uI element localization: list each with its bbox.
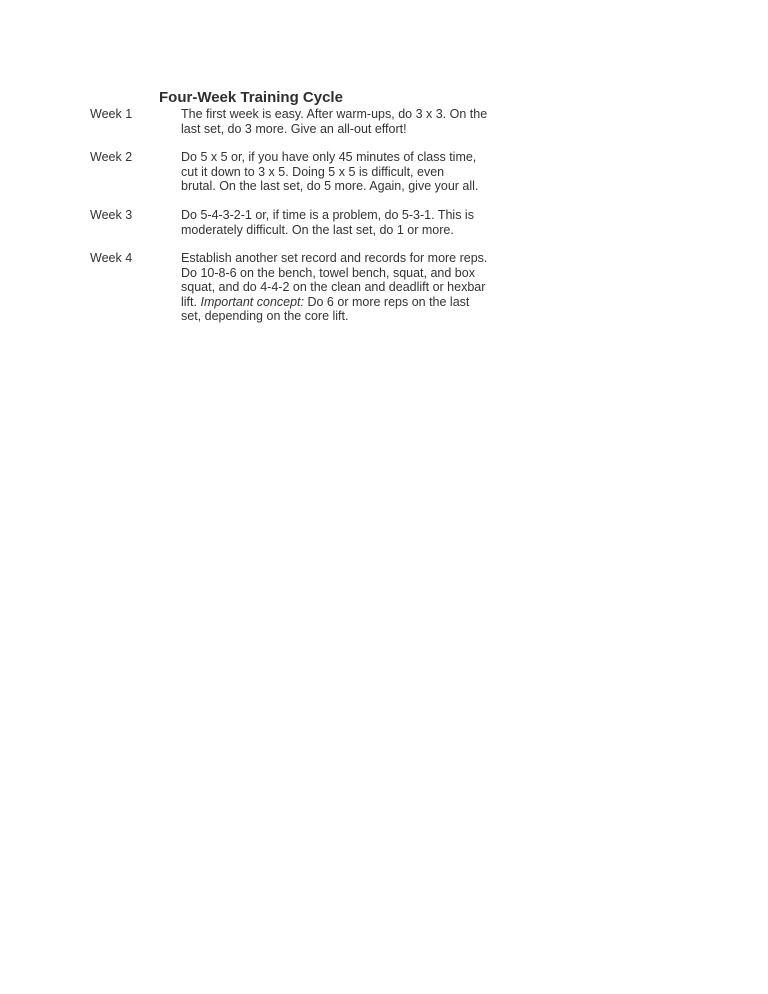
- week-2-label: Week 2: [90, 150, 133, 164]
- week-1-description: [181, 107, 511, 136]
- week-3-line-2: moderately difficult. On the last set, do 1 or more.: [181, 222, 454, 237]
- week-4-line-4-suffix: Do 6 or more reps on the last: [307, 294, 470, 309]
- week-4-line-5: set, depending on the core lift.: [181, 309, 349, 324]
- week-4-description: [181, 251, 511, 324]
- week-4-line-1: Establish another set record and records for more reps.: [181, 251, 488, 265]
- week-4-line-4-prefix: lift.: [181, 294, 197, 309]
- week-3-description: [181, 208, 511, 237]
- week-3-line-1: Do 5-4-3-2-1 or, if time is a problem, do 5-3-1. This is: [181, 208, 474, 222]
- week-2-line-1: Do 5 x 5 or, if you have only 45 minutes of class time,: [181, 150, 477, 164]
- week-2-line-3: brutal. On the last set, do 5 more. Again, give your all.: [181, 179, 479, 194]
- week-2-description: [181, 150, 511, 194]
- week-3-label: Week 3: [90, 208, 133, 222]
- week-1-label: Week 1: [90, 107, 133, 121]
- week-4-line-3: squat, and do 4-4-2 on the clean and deadlift or hexbar: [181, 280, 486, 295]
- week-1-line-1: The first week is easy. After warm-ups, do 3 x 3. On the: [181, 107, 488, 121]
- week-2-line-2: cut it down to 3 x 5. Doing 5 x 5 is difficult, even: [181, 164, 445, 179]
- week-4-label: Week 4: [90, 251, 133, 265]
- week-1-line-2: last set, do 3 more. Give an all-out effort!: [181, 121, 407, 136]
- week-4-line-4: [181, 295, 511, 310]
- week-4-line-2: Do 10-8-6 on the bench, towel bench, squat, and box: [181, 265, 475, 280]
- important-concept-label: Important concept:: [200, 294, 304, 309]
- document-title: Four-Week Training Cycle: [159, 89, 343, 106]
